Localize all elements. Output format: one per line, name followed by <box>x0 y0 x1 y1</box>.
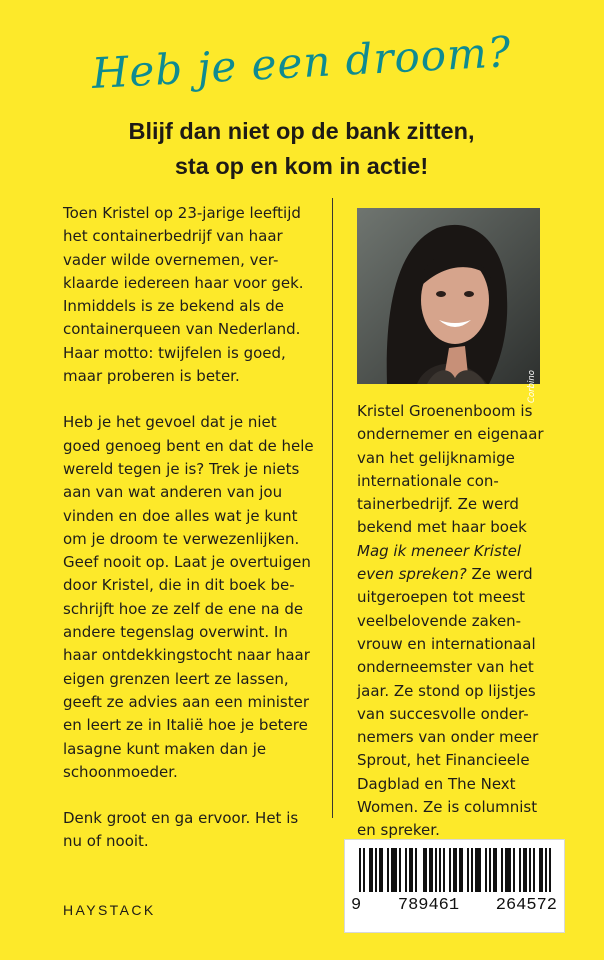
text-line: maar proberen is beter. <box>63 367 240 386</box>
barcode-bar <box>471 848 473 892</box>
barcode-bar <box>415 848 417 892</box>
text-line: Haar motto: twijfelen is goed, <box>63 343 286 362</box>
barcode-bar <box>409 848 411 892</box>
text-line: klaarde iedereen haar voor gek. <box>63 273 304 292</box>
barcode-bar <box>425 848 427 892</box>
text-line: geeft ze advies aan een minister <box>63 692 310 711</box>
barcode-bar <box>359 848 361 892</box>
barcode-bar <box>443 848 445 892</box>
book-title-line: Mag ik meneer Kristel <box>357 541 522 560</box>
text-line: en leert ze in Italië hoe je betere <box>63 716 308 735</box>
barcode-bar <box>461 848 463 892</box>
text-line: bekend met haar boek <box>357 518 527 537</box>
barcode-bar <box>507 848 509 892</box>
text-line: vinden en doe alles wat je kunt <box>63 506 298 525</box>
text-line: aan van wat anderen van jou <box>63 483 283 502</box>
barcode-bar <box>529 848 531 892</box>
text-line: Denk groot en ga ervoor. Het is <box>63 809 299 828</box>
barcode-bars <box>345 840 564 932</box>
text-line: schoonmoeder. <box>63 762 178 781</box>
book-title-line: even spreken? <box>357 565 467 584</box>
blurb-paragraph-1 <box>63 202 323 388</box>
subtitle-line-2: sta op en kom in actie! <box>174 153 429 179</box>
text-line: Dagblad en The Next <box>357 774 516 793</box>
text-line: nu of nooit. <box>63 832 149 851</box>
barcode-bar <box>493 848 495 892</box>
text-line: Geef nooit op. Laat je overtuigen <box>63 553 311 572</box>
barcode-bar <box>509 848 511 892</box>
barcode-bar <box>431 848 433 892</box>
barcode-bar <box>505 848 507 892</box>
barcode-bar <box>549 848 551 892</box>
text-line: internationale con- <box>357 471 499 490</box>
text-line: door Kristel, die in dit boek be- <box>63 576 295 595</box>
barcode-bar <box>467 848 469 892</box>
text-line: en spreker. <box>357 821 440 840</box>
text-line: Inmiddels is ze bekend als de <box>63 297 284 316</box>
author-bio <box>357 400 587 843</box>
barcode-bar <box>485 848 487 892</box>
bio-paragraph <box>357 400 587 843</box>
author-photo <box>357 208 540 403</box>
text-line: veelbelovende zaken- <box>357 611 522 630</box>
barcode-bar <box>489 848 491 892</box>
barcode-bar <box>455 848 457 892</box>
barcode-bar <box>381 848 383 892</box>
barcode-bar <box>379 848 381 892</box>
text-line: lasagne kunt maken dan je <box>63 739 267 758</box>
column-divider <box>332 198 333 818</box>
barcode-bar <box>405 848 407 892</box>
barcode-bar <box>539 848 541 892</box>
barcode-bar <box>541 848 543 892</box>
text-line: Kristel Groenenboom is <box>357 402 533 420</box>
barcode-bar <box>371 848 373 892</box>
barcode-bar <box>545 848 547 892</box>
barcode-bar <box>369 848 371 892</box>
text-line: Ze werd <box>466 565 533 584</box>
text-line: jaar. Ze stond op lijstjes <box>357 681 536 700</box>
text-line: vrouw en internationaal <box>357 634 536 653</box>
barcode-bar <box>519 848 521 892</box>
blurb-paragraph-3 <box>63 807 323 854</box>
text-line: ondernemer en eigenaar <box>357 425 544 444</box>
text-line: Heb je het gevoel dat je niet <box>63 413 277 432</box>
text-line: van succesvolle onder- <box>357 704 529 723</box>
text-line: Toen Kristel op 23-jarige leeftijd <box>63 204 301 222</box>
isbn-barcode <box>344 839 565 933</box>
barcode-bar <box>435 848 437 892</box>
barcode-bar <box>523 848 525 892</box>
barcode-bar <box>475 848 477 892</box>
barcode-bar <box>375 848 377 892</box>
text-line: van het gelijknamige <box>357 448 515 467</box>
text-line: nemers van onder meer <box>357 728 539 747</box>
isbn-digit-group: 264572 <box>495 896 557 915</box>
text-line: wereld tegen je is? Trek je niets <box>63 459 300 478</box>
barcode-bar <box>387 848 389 892</box>
barcode-bar <box>477 848 479 892</box>
text-line: uitgeroepen tot meest <box>357 588 526 607</box>
text-line: om je droom te verwezenlijken. <box>63 529 300 548</box>
subtitle <box>0 114 603 184</box>
barcode-bar <box>525 848 527 892</box>
barcode-bar <box>459 848 461 892</box>
text-line: containerqueen van Nederland. <box>63 320 301 339</box>
barcode-bar <box>495 848 497 892</box>
text-line: schrijft hoe ze zelf de ene na de <box>63 599 304 618</box>
barcode-bar <box>399 848 401 892</box>
text-line: eigen grenzen leert ze lassen, <box>63 669 289 688</box>
barcode-bar <box>479 848 481 892</box>
text-line: vader wilde overnemen, ver- <box>63 250 279 269</box>
subtitle-line-1: Blijf dan niet op de bank zitten, <box>128 118 475 144</box>
barcode-bar <box>391 848 393 892</box>
text-line: het containerbedrijf van haar <box>63 227 283 246</box>
text-line: Sprout, het Financieele <box>357 751 530 770</box>
portrait-illustration <box>357 208 540 384</box>
text-line: onderneemster van het <box>357 658 534 677</box>
barcode-bar <box>449 848 451 892</box>
barcode-bar <box>395 848 397 892</box>
isbn-number <box>351 896 557 915</box>
text-line: haar ontdekkingstocht naar haar <box>63 646 310 665</box>
blurb-column <box>63 202 323 854</box>
photo-credit: Corbino <box>527 370 537 403</box>
isbn-digit-group: 9 <box>351 896 362 915</box>
text-line: andere tegenslag overwint. In <box>63 623 288 642</box>
barcode-bar <box>411 848 413 892</box>
text-line: goed genoeg bent en dat de hele <box>63 436 314 455</box>
barcode-bar <box>423 848 425 892</box>
barcode-bar <box>453 848 455 892</box>
isbn-digit-group: 789461 <box>397 896 460 915</box>
barcode-bar <box>439 848 441 892</box>
barcode-bar <box>533 848 535 892</box>
barcode-bar <box>363 848 365 892</box>
blurb-paragraph-2 <box>63 411 323 784</box>
barcode-bar <box>513 848 515 892</box>
barcode-bar <box>393 848 395 892</box>
headline: Heb je een droom? <box>90 27 513 98</box>
text-line: tainerbedrijf. Ze werd <box>357 495 519 514</box>
text-line: Women. Ze is columnist <box>357 798 538 817</box>
barcode-bar <box>429 848 431 892</box>
barcode-bar <box>501 848 503 892</box>
publisher-logo: HAYSTACK <box>63 902 156 918</box>
